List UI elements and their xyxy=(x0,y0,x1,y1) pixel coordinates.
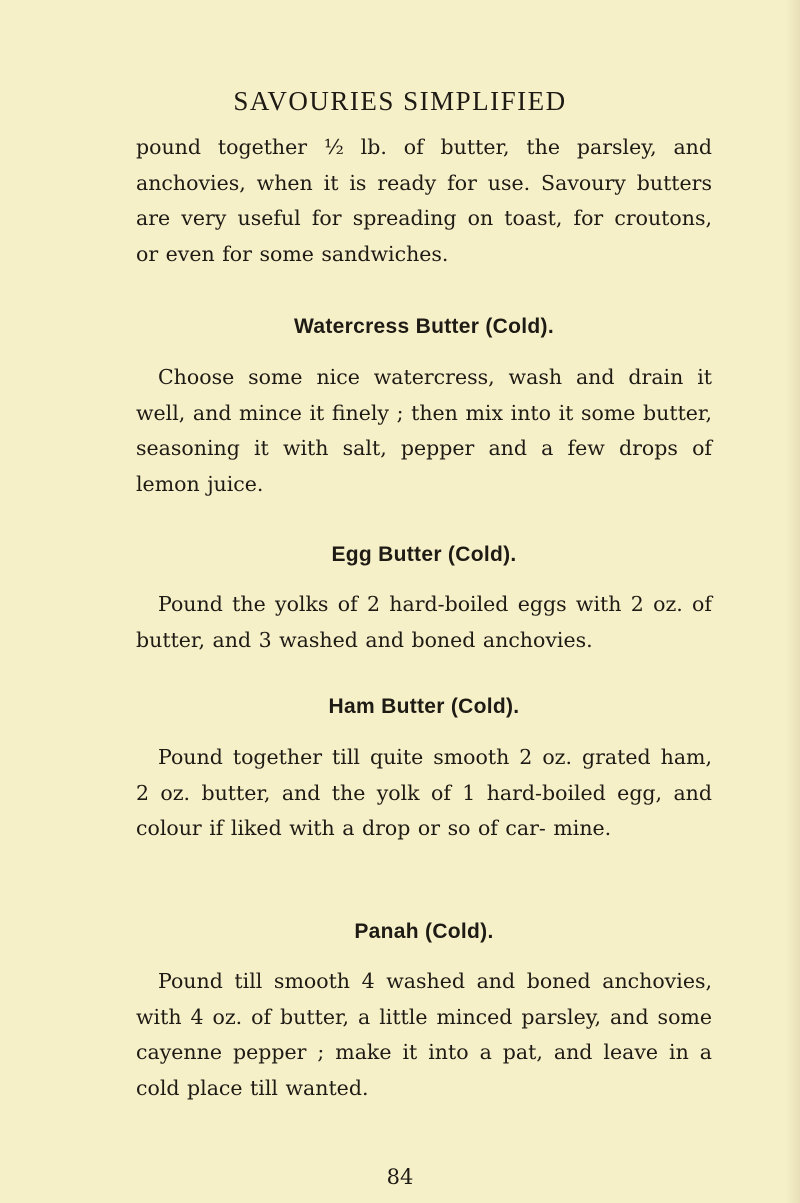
recipe-text-watercress-butter: Choose some nice watercress, wash and drain it well, and mince it finely ; then mix into it some butter, seasoning it with salt, pepper and a few drops of lemon juice. xyxy=(136,365,712,496)
recipe-heading-panah: Panah (Cold). xyxy=(354,920,494,943)
running-head: SAVOURIES SIMPLIFIED xyxy=(233,86,567,116)
recipe-text-egg-butter: Pound the yolks of 2 hard-boiled eggs with 2 oz. of butter, and 3 washed and boned anchovies. xyxy=(136,592,712,652)
recipe-text-ham-butter: Pound together till quite smooth 2 oz. grated ham, 2 oz. butter, and the yolk of 1 hard-boiled egg, and colour if liked with a drop or so of car- mine. xyxy=(136,745,712,840)
intro-paragraph: pound together ½ lb. of butter, the parsley, and anchovies, when it is ready for use. Savoury butters are very useful for spreading on toast, for croutons, or even for some sandwiches. xyxy=(136,135,712,266)
page-edge-shadow xyxy=(786,0,800,1203)
recipe-heading-ham-butter: Ham Butter (Cold). xyxy=(328,695,520,718)
recipe-text-panah: Pound till smooth 4 washed and boned anchovies, with 4 oz. of butter, a little minced parsley, and some cayenne pepper ; make it into a pat, and leave in a cold place till wanted. xyxy=(136,969,712,1100)
recipe-heading-watercress-butter: Watercress Butter (Cold). xyxy=(294,315,554,338)
page-number: 84 xyxy=(386,1165,414,1189)
recipe-heading-egg-butter: Egg Butter (Cold). xyxy=(331,543,517,566)
